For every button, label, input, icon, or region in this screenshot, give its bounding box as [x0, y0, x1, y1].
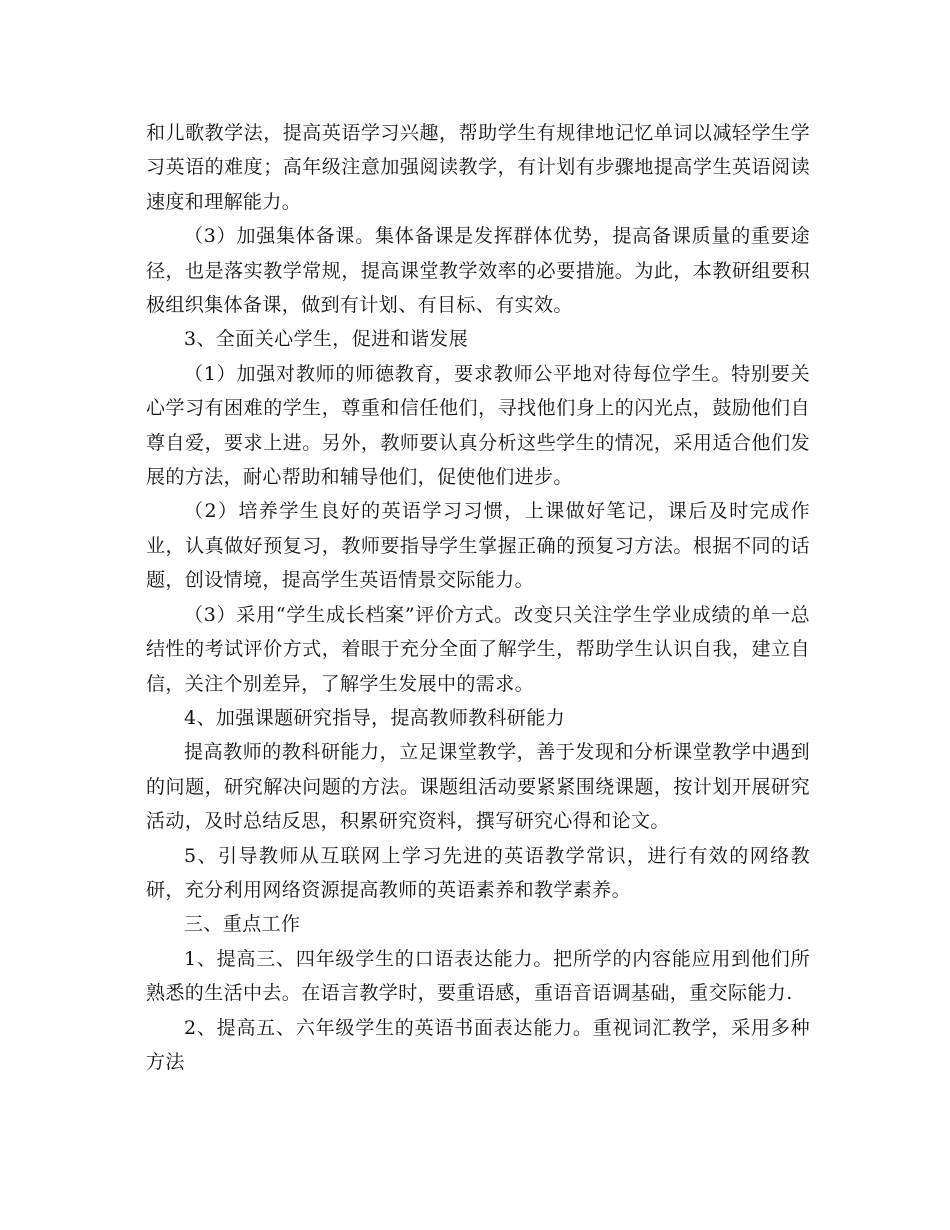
document-body — [146, 116, 810, 1079]
paragraph-written-expression: 2、提高五、六年级学生的英语书面表达能力。重视词汇教学，采用多种方法 — [146, 1016, 810, 1073]
paragraph-collective-lesson-prep: （3）加强集体备课。集体备课是发挥群体优势，提高备课质量的重要途径，也是落实教学常规，提高课堂教学效率的必要措施。为此，本教研组要积极组织集体备课，做到有计划、有目标、有实效。 — [146, 225, 810, 317]
paragraph-study-habits: （2）培养学生良好的英语学习习惯，上课做好笔记，课后及时完成作业，认真做好预复习，教师要指导学生掌握正确的预复习方法。根据不同的话题，创设情境，提高学生英语情景交际能力。 — [146, 500, 810, 592]
section-heading-key-work: 三、重点工作 — [184, 913, 301, 936]
paragraph-teacher-ethics: （1）加强对教师的师德教育，要求教师公平地对待每位学生。特别要关心学习有困难的学生，尊重和信任他们，寻找他们身上的闪光点，鼓励他们自尊自爱，要求上进。另外，教师要认真分析这些学生的情况，采用适合他们发展的方法，耐心帮助和辅导他们，促使他们进步。 — [146, 362, 810, 489]
section-heading-care-for-students: 3、全面关心学生，促进和谐发展 — [184, 328, 469, 351]
paragraph-oral-expression: 1、提高三、四年级学生的口语表达能力。把所学的内容能应用到他们所熟悉的生活中去。在语言教学时，要重语感，重语音语调基础，重交际能力. — [146, 947, 810, 1005]
paragraph-online-learning: 5、引导教师从互联网上学习先进的英语教学常识，进行有效的网络教研，充分利用网络资源提高教师的英语素养和教学素养。 — [146, 844, 810, 901]
section-heading-research-guidance: 4、加强课题研究指导，提高教师教科研能力 — [184, 706, 566, 729]
paragraph-continuation: 和儿歌教学法，提高英语学习兴趣，帮助学生有规律地记忆单词以减轻学生学习英语的难度；高年级注意加强阅读教学，有计划有步骤地提高学生英语阅读速度和理解能力。 — [146, 122, 810, 213]
paragraph-research-ability: 提高教师的教科研能力，立足课堂教学，善于发现和分析课堂教学中遇到的问题，研究解决问题的方法。课题组活动要紧紧围绕课题，按计划开展研究活动，及时总结反思，积累研究资料，撰写研究心得和论文。 — [146, 741, 810, 833]
paragraph-growth-portfolio: （3）采用“学生成长档案”评价方式。改变只关注学生学业成绩的单一总结性的考试评价方式，着眼于充分全面了解学生，帮助学生认识自我，建立自信，关注个别差异，了解学生发展中的需求。 — [146, 603, 810, 695]
